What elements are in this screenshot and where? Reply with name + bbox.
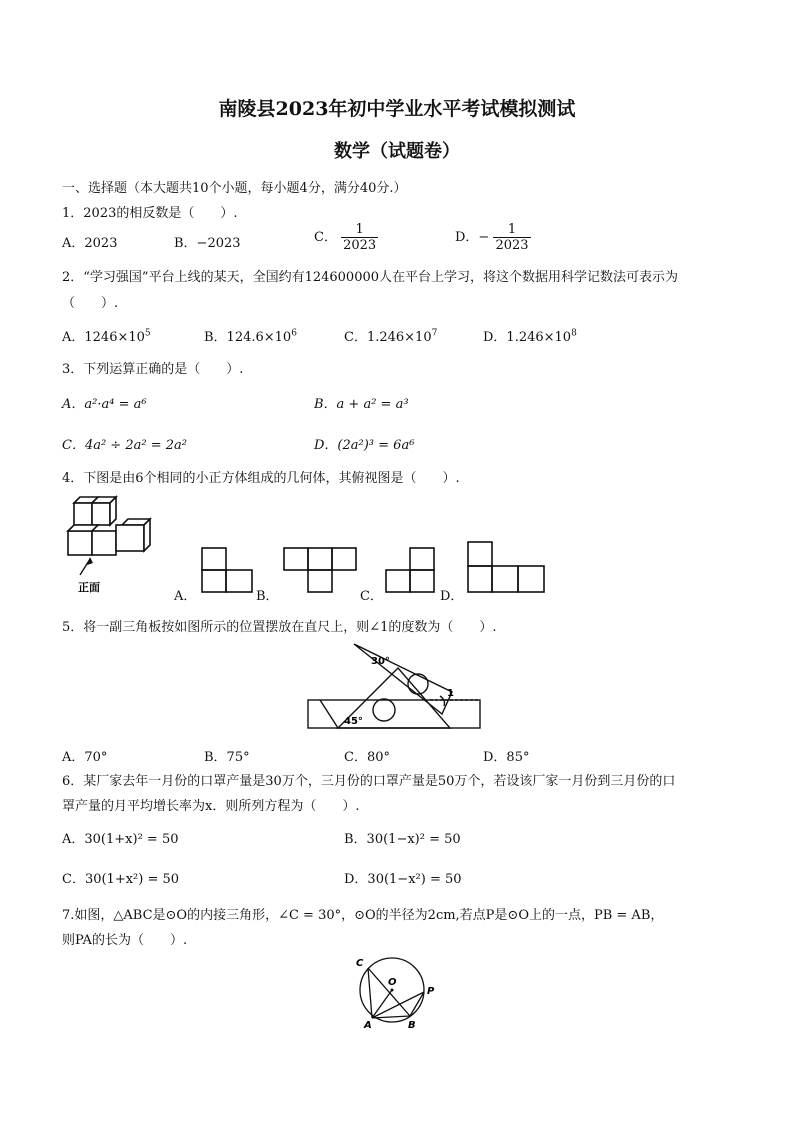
q1-c-prefix: C． <box>314 230 337 245</box>
q4-solid-figure <box>60 495 160 595</box>
q7-label-p: P <box>427 986 435 997</box>
q3-option-a: A．a²·a⁴ = a⁶ <box>62 397 147 412</box>
q1-option-c <box>314 222 378 253</box>
q4-option-c-view <box>384 546 440 596</box>
q1-c-numerator: 1 <box>341 222 378 238</box>
q3-option-d: D．(2a²)³ = 6a⁶ <box>314 438 415 453</box>
q7-circle-figure <box>350 950 440 1032</box>
q4-stem: 4．下图是由6个相同的小正方体组成的几何体，其俯视图是（ ）. <box>62 471 460 486</box>
q1-stem: 1．2023的相反数是（ ）. <box>62 206 238 221</box>
q4-option-c-label: C． <box>360 589 383 604</box>
q5-angle-30-label: 30° <box>371 656 390 667</box>
q7-label-b: B <box>408 1020 416 1031</box>
q6-stem-continued: 罩产量的月平均增长率为x．则所列方程为（ ）. <box>62 799 360 814</box>
q2-stem-continued: （ ）. <box>62 296 119 311</box>
q1-d-denominator: 2023 <box>495 238 529 253</box>
q3-stem: 3．下列运算正确的是（ ）. <box>62 362 244 377</box>
q2-option-c <box>344 326 437 345</box>
q4-front-label: 正面 <box>78 581 100 594</box>
q3-option-b: B．a + a² = a³ <box>314 397 409 412</box>
q2-b-exponent: 6 <box>291 328 297 339</box>
q2-a-base: A．1246×10 <box>62 330 145 345</box>
q2-option-b <box>204 326 297 345</box>
q5-angle-45-label: 45° <box>344 716 363 727</box>
q1-c-fraction <box>341 222 378 253</box>
q7-stem-continued: 则PA的长为（ ）. <box>62 933 188 948</box>
exam-title: 南陵县2023年初中学业水平考试模拟测试 <box>218 98 576 120</box>
q2-d-exponent: 8 <box>571 328 577 339</box>
q6-option-a: A．30(1+x)² = 50 <box>62 832 179 847</box>
q5-option-c: C．80° <box>344 750 390 765</box>
q5-option-b: B．75° <box>204 750 250 765</box>
q2-b-base: B．124.6×10 <box>204 330 292 345</box>
q5-option-d: D．85° <box>483 750 530 765</box>
q1-d-prefix: D．− <box>455 230 490 245</box>
section-heading <box>62 177 407 196</box>
q4-option-a-label: A． <box>174 589 197 604</box>
q2-stem: 2．“学习强国”平台上线的某天，全国约有124600000人在平台上学习，将这个数据用科学记数法可表示为 <box>62 270 679 285</box>
q7-stem: 7.如图，△ABC是⊙O的内接三角形，∠C = 30°，⊙O的半径为2cm,若点P是⊙O上的一点，PB = AB， <box>62 908 664 923</box>
q5-stem: 5．将一副三角板按如图所示的位置摆放在直尺上，则∠1的度数为（ ）. <box>62 620 497 635</box>
q5-triangle-ruler-figure <box>300 640 490 736</box>
q1-option-a: A．2023 <box>62 236 118 251</box>
q2-d-base: D．1.246×10 <box>483 330 572 345</box>
q6-option-c: C．30(1+x²) = 50 <box>62 872 180 887</box>
q7-label-a: A <box>364 1020 372 1031</box>
q4-option-d-label: D． <box>440 589 464 604</box>
q3-option-c: C．4a² ÷ 2a² = 2a² <box>62 438 187 453</box>
q1-c-denominator: 2023 <box>343 238 377 253</box>
q4-option-d-view <box>466 540 548 596</box>
q5-option-a: A．70° <box>62 750 108 765</box>
q6-stem: 6．某厂家去年一月份的口罩产量是30万个，三月份的口罩产量是50万个，若设该厂家一月份到三月份的口 <box>62 774 676 789</box>
q6-option-d: D．30(1−x²) = 50 <box>344 872 462 887</box>
q2-option-a <box>62 326 151 345</box>
q7-label-c: C <box>356 958 364 969</box>
q5-angle-1-label: 1 <box>447 688 454 699</box>
q4-option-a-view <box>200 546 256 596</box>
q1-option-b: B．−2023 <box>174 236 241 251</box>
q1-option-d <box>455 222 531 253</box>
section-heading-text: 一、选择题（本大题共10个小题，每小题4分，满分40分.） <box>62 181 407 196</box>
q1-d-numerator: 1 <box>493 222 530 238</box>
q2-c-base: C．1.246×10 <box>344 330 432 345</box>
q1-d-fraction <box>493 222 530 253</box>
q7-label-o: O <box>388 977 397 988</box>
q2-option-d <box>483 326 577 345</box>
q4-option-b-view <box>282 546 362 596</box>
q6-option-b: B．30(1−x)² = 50 <box>344 832 461 847</box>
q2-a-exponent: 5 <box>144 328 151 339</box>
exam-subtitle: 数学（试题卷） <box>334 141 460 162</box>
q2-c-exponent: 7 <box>431 328 438 339</box>
q4-option-b-label: B． <box>256 589 279 604</box>
